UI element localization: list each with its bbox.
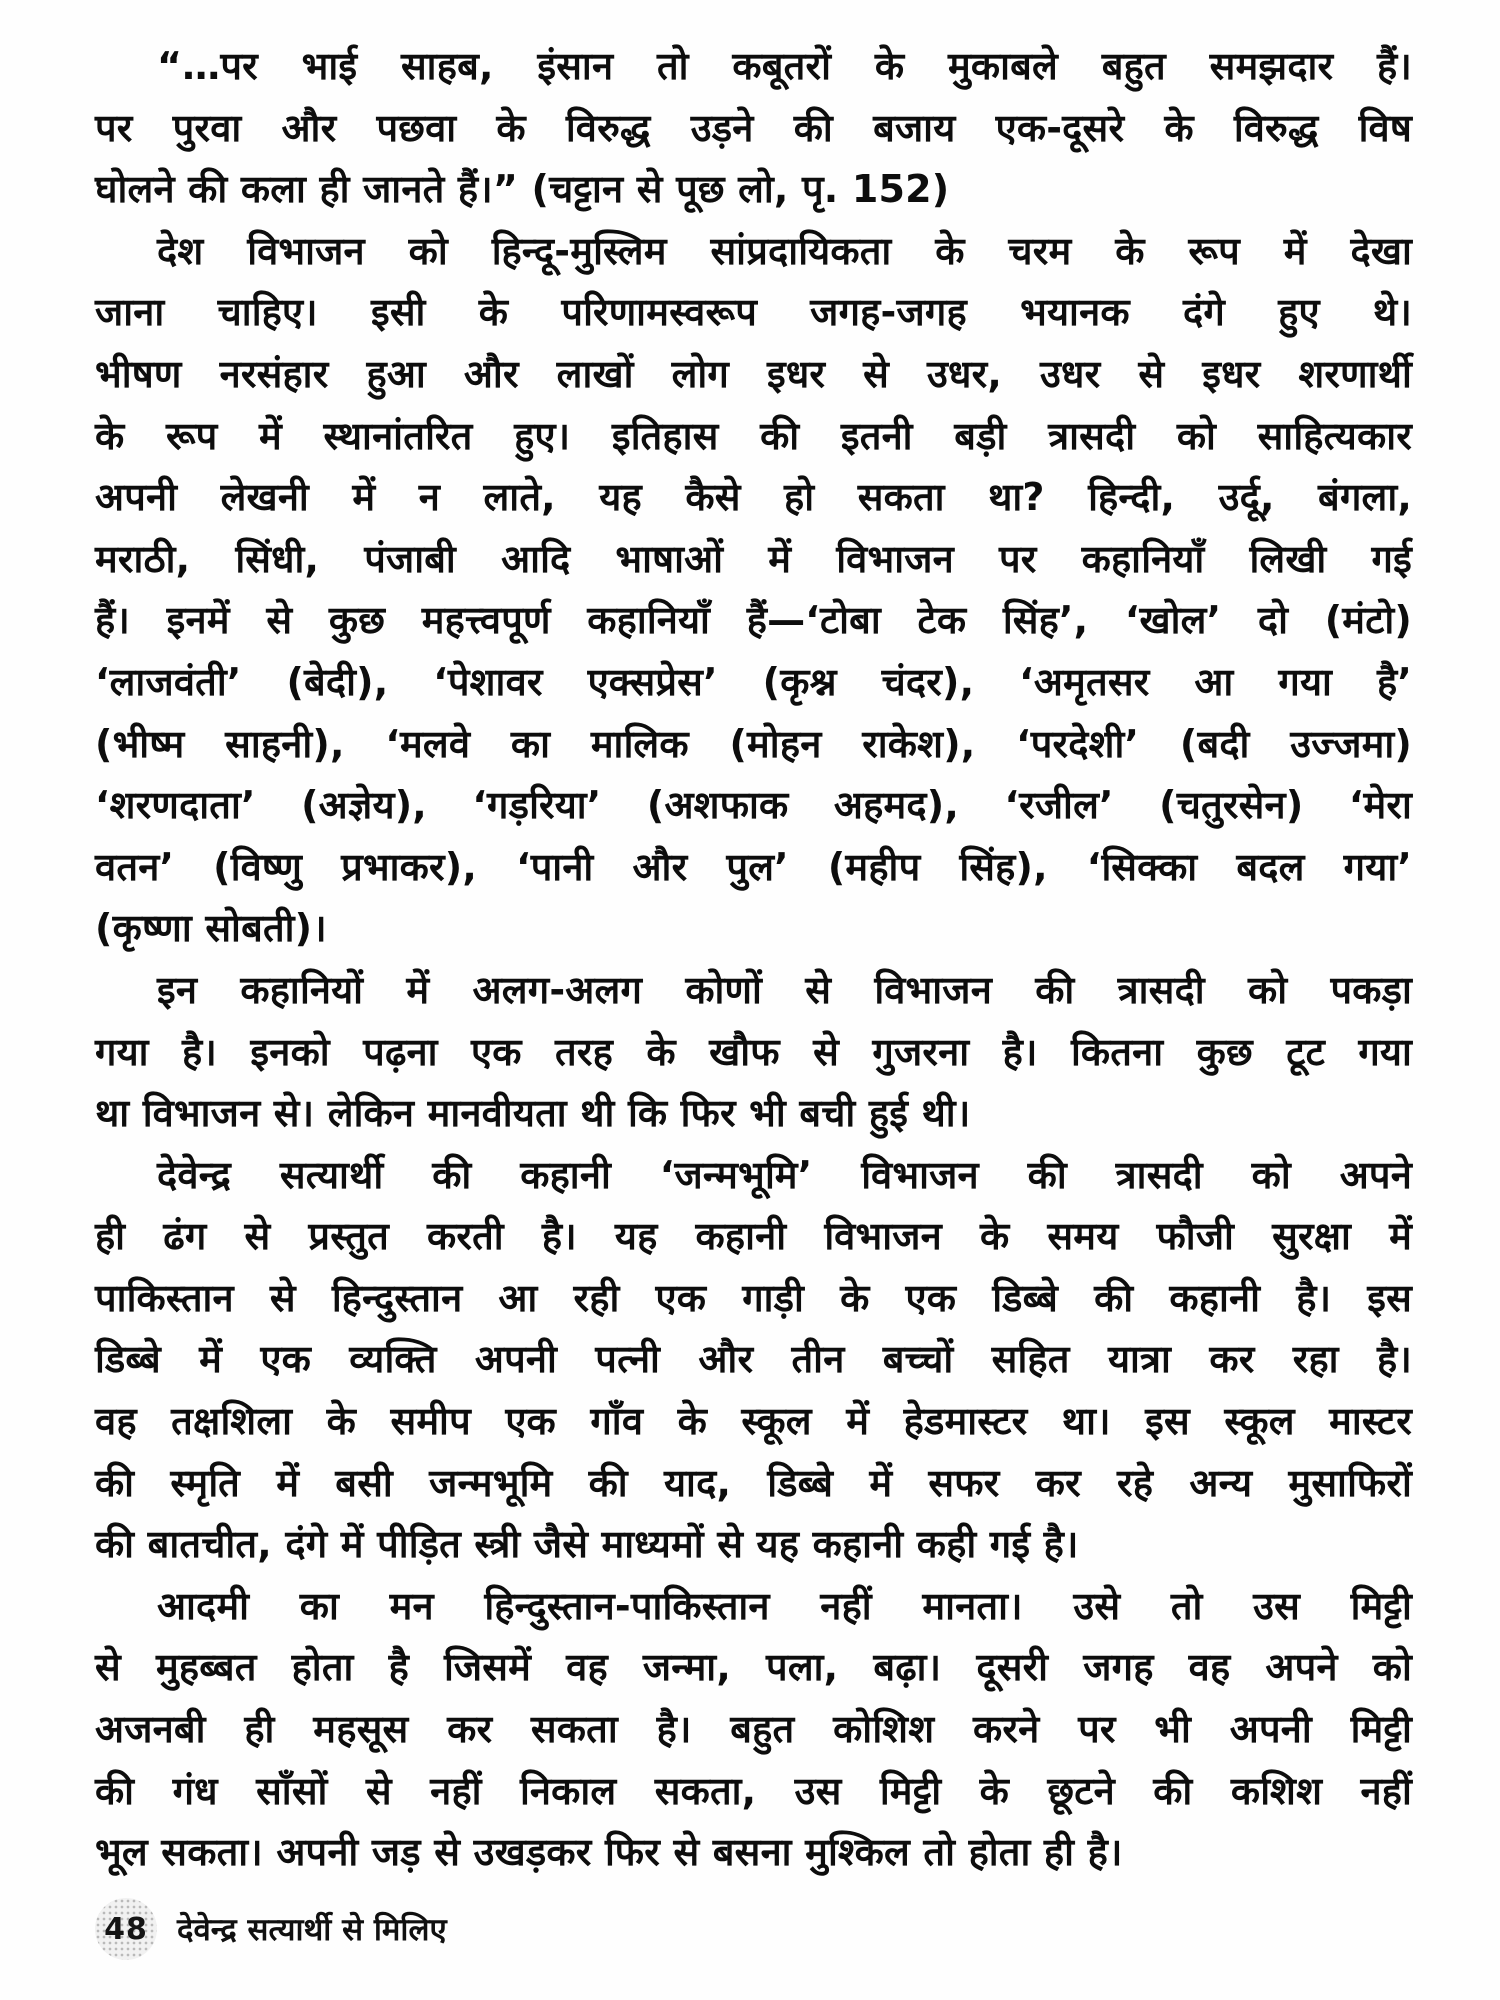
text-line: की स्मृति में बसी जन्मभूमि की याद, डिब्बे में सफर कर रहे अन्य मुसाफिरों bbox=[95, 1460, 1412, 1505]
text-line: (भीष्म साहनी), ‘मलवे का मालिक (मोहन राकेश), ‘परदेशी’ (बदी उज्जमा) bbox=[95, 721, 1412, 766]
page-footer bbox=[95, 1898, 447, 1960]
text-line: की बातचीत, दंगे में पीड़ित स्त्री जैसे माध्यमों से यह कहानी कही गई है। bbox=[95, 1522, 1079, 1567]
paragraph bbox=[95, 221, 1412, 960]
text-line: था विभाजन से। लेकिन मानवीयता थी कि फिर भी बची हुई थी। bbox=[95, 1091, 971, 1136]
text-line: देवेन्द्र सत्यार्थी की कहानी ‘जन्मभूमि’ विभाजन की त्रासदी को अपने bbox=[157, 1152, 1412, 1197]
text-line: ही ढंग से प्रस्तुत करती है। यह कहानी विभाजन के समय फौजी सुरक्षा में bbox=[95, 1214, 1412, 1259]
text-line: अपनी लेखनी में न लाते, यह कैसे हो सकता था? हिन्दी, उर्दू, बंगला, bbox=[95, 475, 1412, 520]
page-number-badge bbox=[95, 1898, 157, 1960]
text-line: जाना चाहिए। इसी के परिणामस्वरूप जगह-जगह भयानक दंगे हुए थे। bbox=[95, 290, 1412, 335]
text-line: देश विभाजन को हिन्दू-मुस्लिम सांप्रदायिकता के चरम के रूप में देखा bbox=[157, 228, 1412, 273]
text-line: आदमी का मन हिन्दुस्तान-पाकिस्तान नहीं मानता। उसे तो उस मिट्टी bbox=[157, 1583, 1412, 1628]
text-block bbox=[95, 36, 1412, 1884]
text-line: ‘शरणदाता’ (अज्ञेय), ‘गड़रिया’ (अशफाक अहमद), ‘रजील’ (चतुरसेन) ‘मेरा bbox=[95, 783, 1412, 828]
text-line: (कृष्णा सोबती)। bbox=[95, 906, 327, 951]
text-line: से मुहब्बत होता है जिसमें वह जन्मा, पला, बढ़ा। दूसरी जगह वह अपने को bbox=[95, 1645, 1412, 1690]
text-line: इन कहानियों में अलग-अलग कोणों से विभाजन की त्रासदी को पकड़ा bbox=[157, 967, 1412, 1012]
text-line: पर पुरवा और पछवा के विरुद्ध उड़ने की बजाय एक-दूसरे के विरुद्ध विष bbox=[95, 105, 1412, 150]
text-line: वतन’ (विष्णु प्रभाकर), ‘पानी और पुल’ (महीप सिंह), ‘सिक्का बदल गया’ bbox=[95, 844, 1412, 889]
text-line: “…पर भाई साहब, इंसान तो कबूतरों के मुकाबले बहुत समझदार हैं। bbox=[157, 44, 1412, 88]
paragraph bbox=[95, 960, 1412, 1145]
text-line: डिब्बे में एक व्यक्ति अपनी पत्नी और तीन बच्चों सहित यात्रा कर रहा है। bbox=[95, 1337, 1412, 1382]
running-title: देवेन्द्र सत्यार्थी से मिलिए bbox=[177, 1912, 447, 1948]
page-number: 48 bbox=[104, 1911, 148, 1947]
text-line: के रूप में स्थानांतरित हुए। इतिहास की इतनी बड़ी त्रासदी को साहित्यकार bbox=[95, 413, 1412, 458]
text-line: ‘लाजवंती’ (बेदी), ‘पेशावर एक्सप्रेस’ (कृश्न चंदर), ‘अमृतसर आ गया है’ bbox=[95, 659, 1412, 704]
text-line: भूल सकता। अपनी जड़ से उखड़कर फिर से बसना मुश्किल तो होता ही है। bbox=[95, 1830, 1123, 1875]
text-line: गया है। इनको पढ़ना एक तरह के खौफ से गुजरना है। कितना कुछ टूट गया bbox=[95, 1029, 1412, 1074]
text-line: अजनबी ही महसूस कर सकता है। बहुत कोशिश करने पर भी अपनी मिट्टी bbox=[95, 1707, 1412, 1752]
text-line: हैं। इनमें से कुछ महत्त्वपूर्ण कहानियाँ हैं—‘टोबा टेक सिंह’, ‘खोल’ दो (मंटो) bbox=[95, 598, 1412, 643]
text-line: पाकिस्तान से हिन्दुस्तान आ रही एक गाड़ी के एक डिब्बे की कहानी है। इस bbox=[95, 1275, 1412, 1320]
paragraph bbox=[95, 1576, 1412, 1884]
text-line: मराठी, सिंधी, पंजाबी आदि भाषाओं में विभाजन पर कहानियाँ लिखी गई bbox=[95, 536, 1412, 581]
paragraph bbox=[95, 1145, 1412, 1576]
text-line: भीषण नरसंहार हुआ और लाखों लोग इधर से उधर, उधर से इधर शरणार्थी bbox=[95, 351, 1412, 396]
text-line: की गंध साँसों से नहीं निकाल सकता, उस मिट्टी के छूटने की कशिश नहीं bbox=[95, 1768, 1412, 1813]
text-line: घोलने की कला ही जानते हैं।” (चट्टान से पूछ लो, पृ. 152) bbox=[95, 167, 950, 212]
paragraph bbox=[95, 36, 1412, 221]
text-line: वह तक्षशिला के समीप एक गाँव के स्कूल में हेडमास्टर था। इस स्कूल मास्टर bbox=[95, 1399, 1412, 1444]
